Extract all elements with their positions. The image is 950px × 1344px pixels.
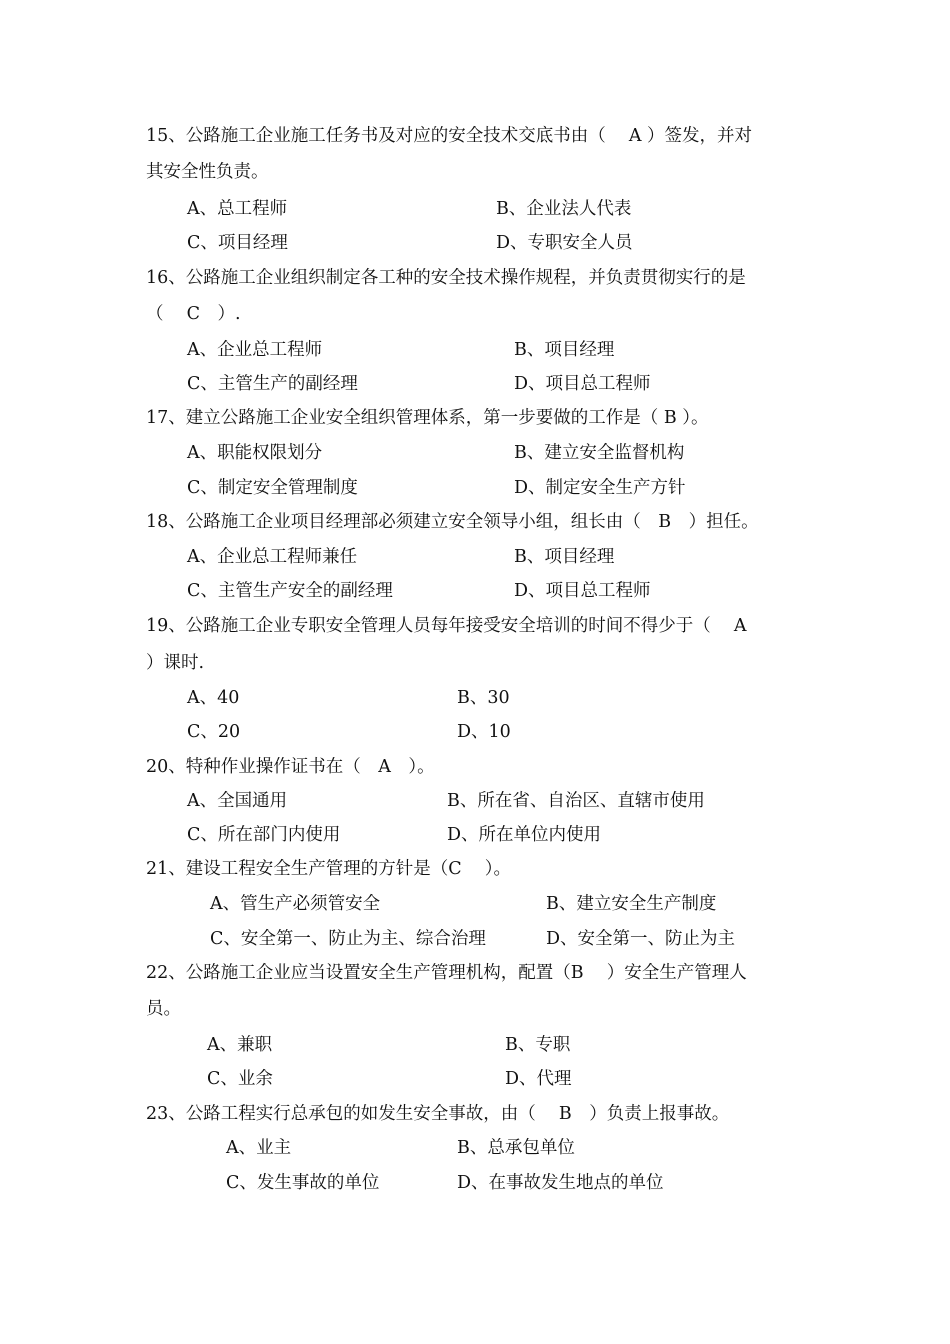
- question-18-line-1: 18、公路施工企业项目经理部必须建立安全领导小组，组长由（ B ）担任。: [146, 512, 759, 532]
- question-21-line-1: 21、建设工程安全生产管理的方针是（C ）。: [146, 859, 511, 879]
- question-20-line-1: 20、特种作业操作证书在（ A ）。: [146, 757, 435, 777]
- question-18-option-a: A、企业总工程师兼任: [187, 547, 358, 567]
- question-17-option-c: C、制定安全管理制度: [187, 478, 358, 498]
- question-15-option-a: A、总工程师: [187, 199, 288, 219]
- question-22-option-b: B、专职: [505, 1035, 571, 1055]
- question-19-option-a: A、40: [187, 688, 240, 708]
- question-22-option-d: D、代理: [505, 1069, 572, 1089]
- question-21-option-d: D、安全第一、防止为主: [546, 929, 736, 949]
- question-15-line-1: 15、公路施工企业施工任务书及对应的安全技术交底书由（ A ）签发，并对: [146, 126, 753, 146]
- question-17-line-1: 17、建立公路施工企业安全组织管理体系，第一步要做的工作是（ B ）。: [146, 408, 709, 428]
- question-21-option-a: A、管生产必须管安全: [210, 894, 381, 914]
- question-19-option-c: C、20: [187, 722, 241, 742]
- question-20-option-d: D、所在单位内使用: [447, 825, 602, 845]
- question-16-option-c: C、主管生产的副经理: [187, 374, 358, 394]
- question-16-line-2: （ C ）.: [146, 304, 241, 324]
- question-19-line-2: ）课时.: [146, 653, 205, 673]
- question-22-line-1: 22、公路施工企业应当设置安全生产管理机构，配置（B ）安全生产管理人: [146, 963, 747, 983]
- question-22-line-2: 员。: [146, 999, 181, 1019]
- question-20-option-c: C、所在部门内使用: [187, 825, 341, 845]
- question-22-option-a: A、兼职: [207, 1035, 273, 1055]
- question-19-line-1: 19、公路施工企业专职安全管理人员每年接受安全培训的时间不得少于（ A: [146, 616, 747, 636]
- question-22-option-c: C、业余: [207, 1069, 273, 1089]
- question-16-option-d: D、项目总工程师: [514, 374, 651, 394]
- question-17-option-b: B、建立安全监督机构: [514, 443, 685, 463]
- question-23-option-b: B、总承包单位: [457, 1138, 575, 1158]
- question-23-option-c: C、发生事故的单位: [226, 1173, 380, 1193]
- question-20-option-a: A、全国通用: [187, 791, 288, 811]
- question-18-option-c: C、主管生产安全的副经理: [187, 581, 393, 601]
- question-15-option-b: B、企业法人代表: [496, 199, 632, 219]
- question-18-option-b: B、项目经理: [514, 547, 615, 567]
- question-16-option-a: A、企业总工程师: [187, 340, 323, 360]
- question-15-line-2: 其安全性负责。: [146, 162, 269, 182]
- question-19-option-b: B、30: [457, 688, 510, 708]
- question-23-option-a: A、业主: [226, 1138, 292, 1158]
- question-15-option-d: D、专职安全人员: [496, 233, 633, 253]
- question-23-option-d: D、在事故发生地点的单位: [457, 1173, 664, 1193]
- question-18-option-d: D、项目总工程师: [514, 581, 651, 601]
- question-21-option-b: B、建立安全生产制度: [546, 894, 717, 914]
- question-17-option-a: A、职能权限划分: [187, 443, 323, 463]
- question-23-line-1: 23、公路工程实行总承包的如发生安全事故，由（ B ）负责上报事故。: [146, 1104, 730, 1124]
- question-21-option-c: C、安全第一、防止为主、综合治理: [210, 929, 486, 949]
- question-15-option-c: C、项目经理: [187, 233, 288, 253]
- question-16-option-b: B、项目经理: [514, 340, 615, 360]
- question-17-option-d: D、制定安全生产方针: [514, 478, 686, 498]
- question-16-line-1: 16、公路施工企业组织制定各工种的安全技术操作规程，并负责贯彻实行的是: [146, 268, 746, 288]
- question-19-option-d: D、10: [457, 722, 511, 742]
- question-20-option-b: B、所在省、自治区、直辖市使用: [447, 791, 705, 811]
